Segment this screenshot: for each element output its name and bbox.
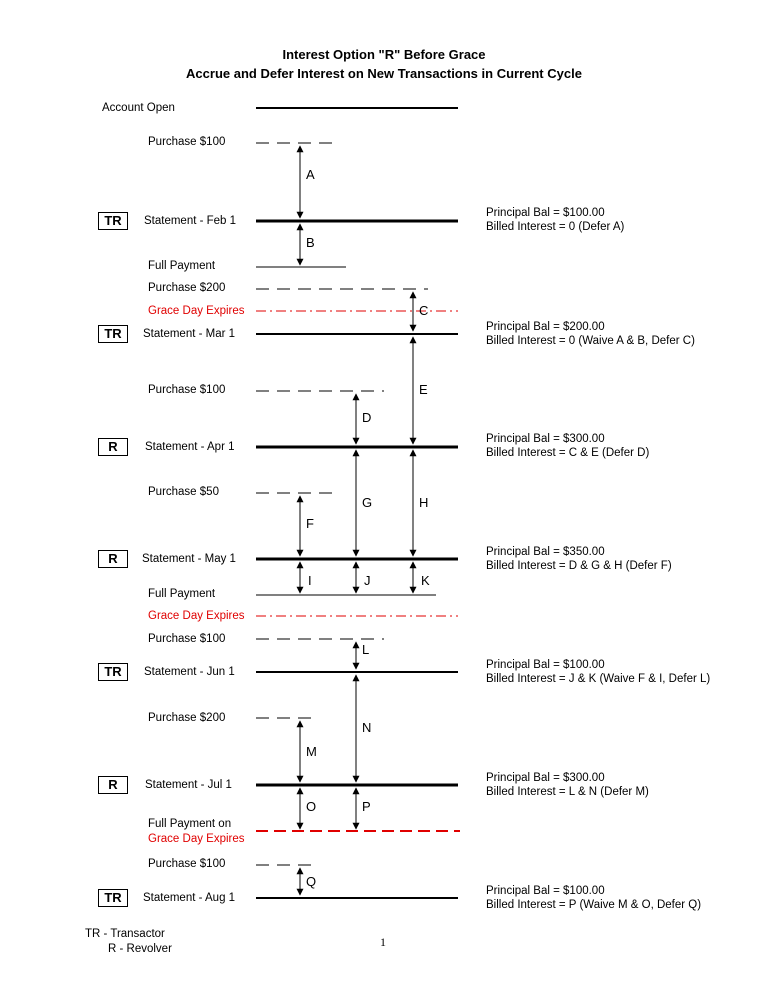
statement-label: Statement - May 1	[142, 553, 236, 565]
note-apr	[486, 432, 649, 460]
segment-F: F	[306, 516, 314, 531]
grace-expires-label: Grace Day Expires	[148, 833, 245, 845]
principal-balance: Principal Bal = $350.00	[486, 546, 605, 558]
segment-E: E	[419, 382, 428, 397]
segment-M: M	[306, 744, 317, 759]
account-open-label: Account Open	[102, 102, 175, 114]
statement-label: Statement - Mar 1	[143, 328, 236, 340]
principal-balance: Principal Bal = $200.00	[486, 321, 605, 333]
purchase-label: Purchase $100	[148, 136, 226, 148]
principal-balance: Principal Bal = $100.00	[486, 885, 605, 897]
page-number: 1	[380, 935, 386, 949]
principal-balance: Principal Bal = $300.00	[486, 433, 605, 445]
legend-transactor: TR - Transactor	[85, 928, 165, 940]
billed-interest: Billed Interest = 0 (Waive A & B, Defer C)	[486, 335, 695, 347]
note-mar	[486, 320, 695, 348]
principal-balance: Principal Bal = $100.00	[486, 659, 605, 671]
revolver-box: R	[98, 776, 128, 794]
note-feb	[486, 206, 624, 234]
billed-interest: Billed Interest = J & K (Waive F & I, Defer L)	[486, 673, 711, 685]
billed-interest: Billed Interest = C & E (Defer D)	[486, 447, 650, 459]
statement-label: Statement - Jul 1	[145, 779, 232, 791]
title-line-2: Accrue and Defer Interest on New Transactions in Current Cycle	[186, 66, 582, 81]
purchase-label: Purchase $200	[148, 282, 226, 294]
grace-expires-label: Grace Day Expires	[148, 610, 245, 622]
billed-interest: Billed Interest = D & G & H (Defer F)	[486, 560, 672, 572]
transactor-box: TR	[98, 663, 128, 681]
segment-D: D	[362, 410, 372, 425]
segment-A: A	[306, 167, 315, 182]
billed-interest: Billed Interest = 0 (Defer A)	[486, 221, 625, 233]
segment-C: C	[419, 303, 429, 318]
full-payment-label: Full Payment	[148, 588, 216, 600]
note-jun	[486, 658, 710, 686]
segment-K: K	[421, 573, 430, 588]
purchase-label: Purchase $100	[148, 384, 226, 396]
revolver-box: R	[98, 550, 128, 568]
title-line-1: Interest Option "R" Before Grace	[282, 47, 486, 62]
purchase-label: Purchase $100	[148, 633, 226, 645]
statement-label: Statement - Jun 1	[144, 666, 235, 678]
transactor-box: TR	[98, 889, 128, 907]
purchase-label: Purchase $50	[148, 486, 219, 498]
statement-label: Statement - Apr 1	[145, 441, 235, 453]
note-may	[486, 545, 672, 573]
statement-label: Statement - Feb 1	[144, 215, 237, 227]
segment-O: O	[306, 799, 317, 814]
purchase-label: Purchase $100	[148, 858, 226, 870]
principal-balance: Principal Bal = $300.00	[486, 772, 605, 784]
note-aug	[486, 884, 701, 912]
revolver-box: R	[98, 438, 128, 456]
full-payment-label: Full Payment	[148, 260, 216, 272]
segment-N: N	[362, 720, 372, 735]
segment-G: G	[362, 495, 373, 510]
legend-revolver: R - Revolver	[108, 943, 172, 955]
note-jul	[486, 771, 649, 799]
segment-L: L	[362, 642, 370, 657]
full-payment-label: Full Payment on	[148, 818, 232, 830]
transactor-box: TR	[98, 325, 128, 343]
billed-interest: Billed Interest = L & N (Defer M)	[486, 786, 649, 798]
segment-I: I	[308, 573, 312, 588]
principal-balance: Principal Bal = $100.00	[486, 207, 605, 219]
statement-label: Statement - Aug 1	[143, 892, 236, 904]
segment-H: H	[419, 495, 429, 510]
segment-Q: Q	[306, 874, 317, 889]
billed-interest: Billed Interest = P (Waive M & O, Defer Q)	[486, 899, 702, 911]
segment-J: J	[364, 573, 371, 588]
transactor-box: TR	[98, 212, 128, 230]
purchase-label: Purchase $200	[148, 712, 226, 724]
grace-expires-label: Grace Day Expires	[148, 305, 245, 317]
segment-B: B	[306, 235, 315, 250]
segment-P: P	[362, 799, 371, 814]
